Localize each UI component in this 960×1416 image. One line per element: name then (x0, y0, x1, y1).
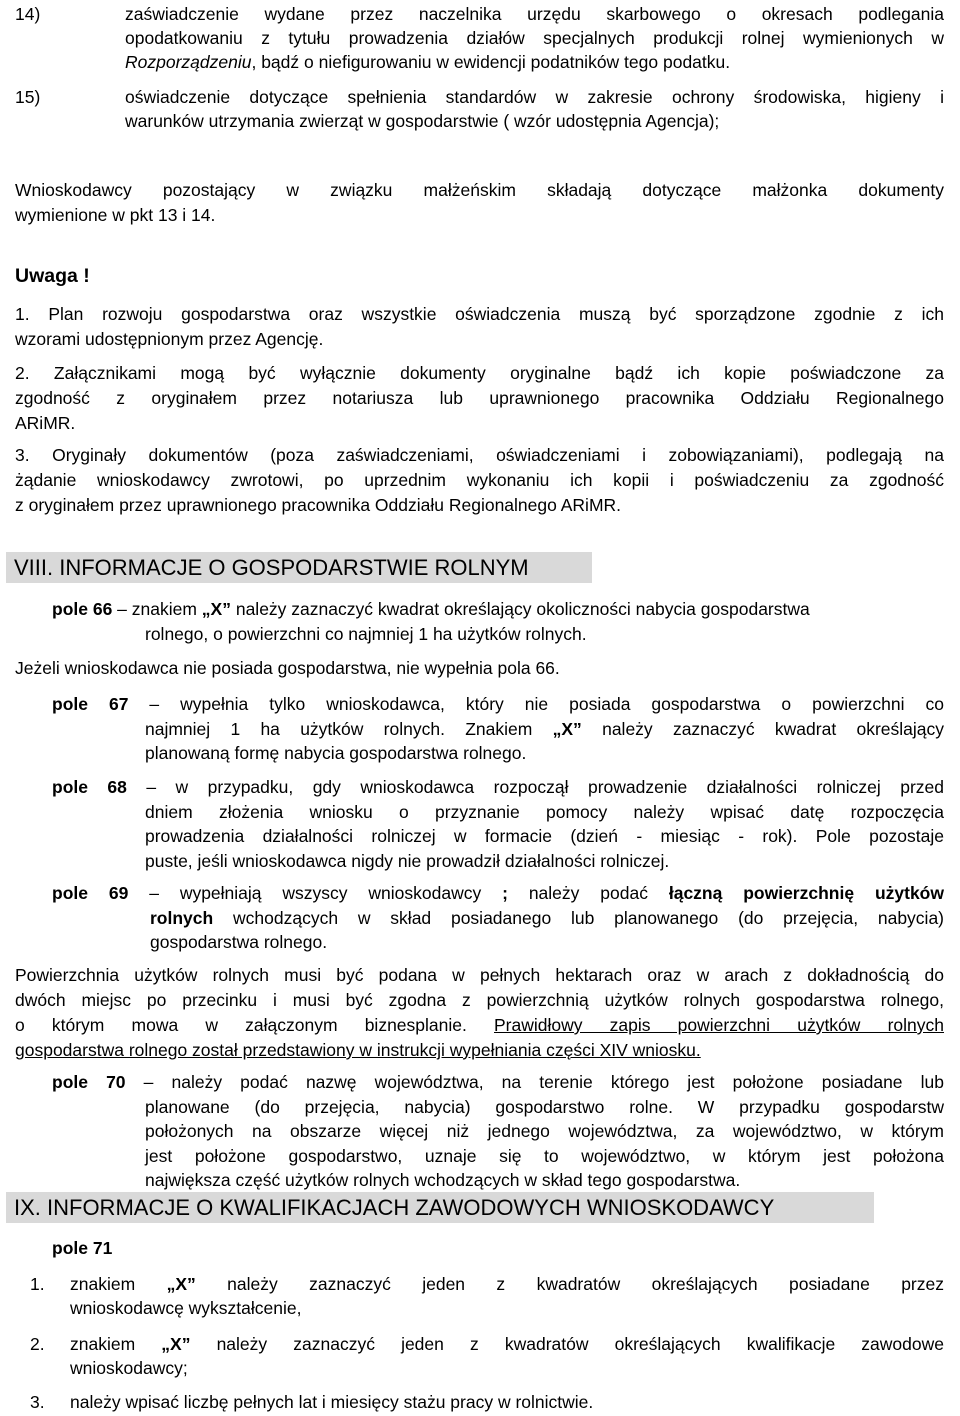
item-number: 15) (15, 87, 41, 107)
uwaga-point-1 (15, 302, 944, 352)
text-line: rolnego, o powierzchni co najmniej 1 ha użytków rolnych. (145, 623, 587, 644)
text-line: Powierzchnia użytków rolnych musi być podana w pełnych hektarach oraz w arach z dokładnością do (15, 965, 944, 985)
text-line: zgodność z oryginałem przez notariusza lub uprawnionego pracownika Oddziału Regionalnego (15, 388, 944, 408)
text-line: wzorami udostępnionym przez Agencję. (15, 329, 324, 349)
text-line (125, 50, 944, 74)
text-line: Jeżeli wnioskodawca nie posiada gospodarstwa, nie wypełnia pola 66. (15, 658, 560, 678)
item-15 (15, 85, 944, 133)
section-title (14, 555, 529, 580)
field-pole-71-label: pole 71 (52, 1238, 113, 1258)
uwaga-point-2 (15, 361, 944, 436)
text-span: znakiem (70, 1334, 162, 1354)
text-span: należy podać nazwę województwa, na terenie którego jest położone posiadane lub (171, 1072, 944, 1092)
text-line: jest położone gospodarstwo, uznaje się to województwo, w którym jest położona (145, 1145, 944, 1166)
text-line (15, 1013, 944, 1038)
text-span: – (128, 694, 181, 714)
text-line: 2. Załącznikami mogą być wyłącznie dokumenty oryginalne bądź ich kopie poświadczone za (15, 363, 944, 383)
uwaga-point-3 (15, 443, 944, 518)
text-line: położonych na obszarze więcej niż jednego województwa, za województwo, w którym (145, 1121, 944, 1141)
field-pole-66 (52, 597, 944, 646)
text-span: ; (502, 883, 508, 903)
text-span: najmniej 1 ha użytków rolnych. Znakiem (145, 718, 553, 739)
item-14 (15, 2, 944, 74)
text-line: największa część użytków rolnych wchodzących w skład tego gospodarstwa. (145, 1170, 741, 1190)
text-span: – (126, 777, 176, 797)
x-mark: „X” (166, 1274, 196, 1294)
x-mark: „X” (161, 1334, 191, 1354)
field-pole-69 (52, 881, 944, 955)
text-line: dniem złożenia wniosku o przyznanie pomocy należy wpisać datę rozpoczęcia (145, 801, 944, 822)
field-label: pole 69 (52, 883, 129, 903)
text-line: oświadczenie dotyczące spełnienia standardów w zakresie ochrony środowiska, higieny i (125, 87, 944, 107)
text-span: wypełnia tylko wnioskodawca, który nie posiada gospodarstwa o powierzchni co (180, 694, 944, 714)
text-line: z oryginałem przez uprawnionego pracownika Oddziału Regionalnego ARiMR. (15, 495, 622, 515)
text-line: wymienione w pkt 13 i 14. (15, 205, 216, 225)
item-number: 14) (15, 4, 41, 24)
text-span: w przypadku, gdy wnioskodawca rozpoczął prowadzenie działalności rolniczej przed (175, 777, 944, 797)
spouse-note (15, 178, 944, 228)
text-span: – (125, 1072, 172, 1092)
text-line (145, 717, 944, 742)
text-span: wchodzących w skład posiadanego lub planowanego (do przejęcia, nabycia) (213, 907, 944, 928)
underlined-text: gospodarstwa rolnego został przedstawiony w instrukcji wypełniania części XIV wniosku. (15, 1040, 701, 1060)
text-line: puste, jeśli wnioskodawca nigdy nie prowadził działalności rolniczej. (145, 850, 670, 871)
text-line: warunków utrzymania zwierząt w gospodarstwie ( wzór udostępnia Agencja); (125, 111, 720, 131)
text-line: wnioskodawcy; (70, 1358, 188, 1378)
section-title: IX. INFORMACJE O KWALIFIKACJACH ZAWODOWYCH WNIOSKODAWCY (14, 1195, 775, 1220)
text-line (15, 1038, 944, 1063)
field-pole-67 (52, 692, 944, 766)
field-pole-68 (52, 775, 944, 873)
text-line (70, 1272, 944, 1296)
underlined-text: Prawidłowy zapis powierzchni użytków rolnych (494, 1015, 944, 1035)
text-line: ARiMR. (15, 413, 76, 433)
bold-text: łączną powierzchnię użytków (668, 883, 944, 903)
text-line: planowaną formę nabycia gospodarstwa rolnego. (145, 743, 527, 763)
text-line: dwóch miejsc po przecinku i musi być zgodna z powierzchnią użytków rolnych gospodarstwa rolnego, (15, 990, 944, 1010)
text-line (52, 597, 944, 622)
section-title-text: INFORMACJE O GOSPODARSTWIE ROLNYM (53, 555, 529, 580)
uwaga-heading: Uwaga ! (15, 265, 90, 287)
bold-text: rolnych (150, 907, 214, 928)
text-line: gospodarstwa rolnego. (150, 932, 328, 952)
text-span: należy podać (507, 883, 669, 903)
text-span: należy zaznaczyć kwadrat określający okoliczności nabycia gospodarstwa (230, 599, 810, 619)
italic-text: Rozporządzeniu (125, 52, 252, 72)
field-label: pole 67 (52, 694, 129, 714)
text-line (52, 1070, 944, 1095)
field-label: pole 70 (52, 1072, 126, 1092)
section-number: VIII. (14, 555, 54, 580)
x-mark: „X” (201, 599, 231, 619)
text-line: zaświadczenie wydane przez naczelnika urzędu skarbowego o okresach podlegania (125, 4, 944, 24)
field-label: pole 66 (52, 599, 113, 619)
list-number: 3. (30, 1392, 45, 1412)
list-number: 2. (30, 1334, 45, 1354)
text-line: żądanie wnioskodawcy zwrotowi, po uprzednim wykonaniu ich kopii i poświadczeniu za zgodność (15, 470, 944, 490)
text-line: wnioskodawcę wykształcenie, (70, 1298, 302, 1318)
text-span: należy zaznaczyć jeden z kwadratów określających posiadane przez (195, 1274, 944, 1294)
x-mark: „X” (552, 718, 582, 739)
text-span: – znakiem (112, 599, 202, 619)
list-item-2 (30, 1332, 944, 1380)
text-line: należy wpisać liczbę pełnych lat i miesięcy stażu pracy w rolnictwie. (70, 1392, 594, 1412)
section-9-header (6, 1192, 874, 1223)
list-item-3 (30, 1390, 944, 1414)
area-note (15, 963, 944, 1063)
field-pole-70 (52, 1070, 944, 1193)
text-line (52, 692, 944, 717)
text-span: znakiem (70, 1274, 167, 1294)
list-item-1 (30, 1272, 944, 1320)
text-line: opodatkowaniu z tytułu prowadzenia działów specjalnych produkcji rolnej wymienionych w (125, 28, 944, 48)
list-number: 1. (30, 1274, 45, 1294)
text-span: o którym mowa w załączonym biznesplanie. (15, 1015, 494, 1035)
field-label: pole 68 (52, 777, 127, 797)
text-line: planowane (do przejęcia, nabycia) gospodarstwo rolne. W przypadku gospodarstw (145, 1096, 944, 1117)
text-line: 3. Oryginały dokumentów (poza zaświadczeniami, oświadczeniami i zobowiązaniami), podlegają na (15, 445, 944, 465)
text-span: , bądź o niefigurowaniu w ewidencji podatników tego podatku. (251, 52, 731, 72)
text-line: 1. Plan rozwoju gospodarstwa oraz wszystkie oświadczenia muszą być sporządzone zgodnie z ich (15, 304, 944, 324)
text-line (52, 881, 944, 906)
text-line (70, 1332, 944, 1356)
text-span: wypełniają wszyscy wnioskodawcy (179, 883, 503, 903)
text-span: należy zaznaczyć jeden z kwadratów określających kwalifikacje zawodowe (190, 1334, 945, 1354)
section-8-header (6, 552, 592, 583)
text-span: – (128, 883, 180, 903)
text-line: prowadzenia działalności rolniczej w formacie (dzień - miesiąc - rok). Pole pozostaje (145, 826, 944, 846)
text-line (150, 906, 944, 931)
text-line: Wnioskodawcy pozostający w związku małżeńskim składają dotyczące małżonka dokumenty (15, 180, 944, 200)
no-farm-note (15, 656, 944, 681)
text-line (52, 775, 944, 800)
text-span: należy zaznaczyć kwadrat określający (581, 718, 945, 739)
